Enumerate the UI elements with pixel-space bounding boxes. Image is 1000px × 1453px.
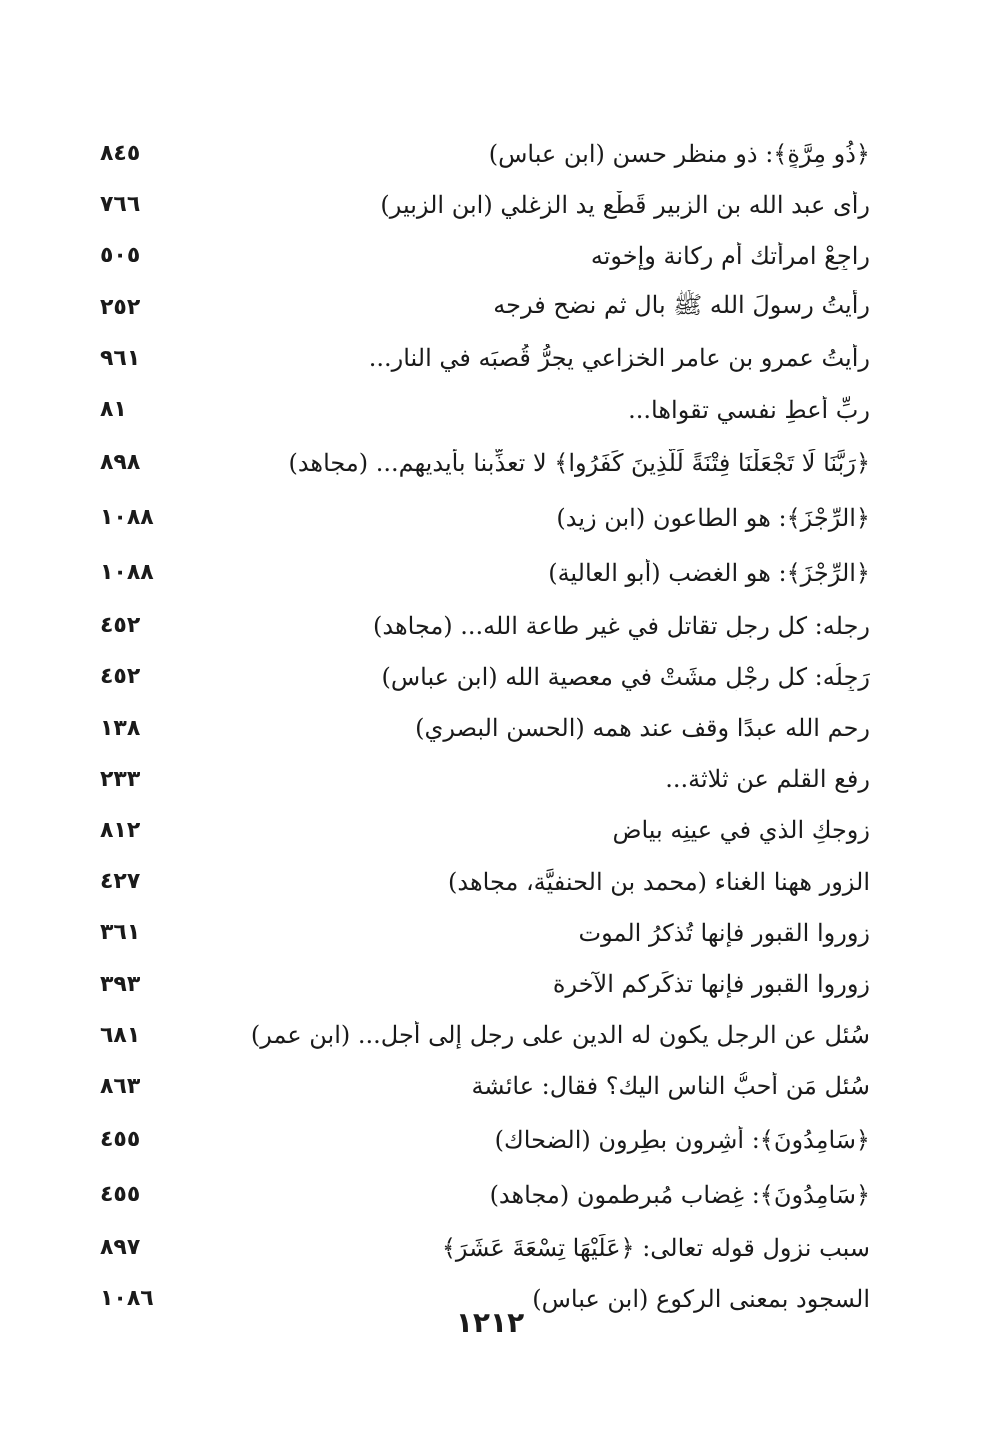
index-entry [100, 128, 870, 179]
entry-page-number: ٨٦٣ [100, 1073, 141, 1099]
entry-text: راجِعْ امرأتك أم ركانة وإخوته [590, 241, 870, 270]
index-entry [100, 703, 870, 754]
entry-text: سُئل عن الرجل يكون له الدين على رجل إلى أجل... (ابن عمر) [250, 1021, 870, 1050]
entry-text: الزور ههنا الغناء (محمد بن الحنفيَّة، مجاهد) [448, 867, 870, 896]
entry-text: ﴿رَبَّنَا لَا تَجْعَلْنَا فِتْنَةً لِّلَّذِينَ كَفَرُوا﴾ لا تعذِّبنا بأيديهم... (مجاهد) [288, 448, 870, 477]
index-entry [100, 1167, 870, 1222]
entry-page-number: ٩٦١ [100, 345, 141, 371]
entry-text: زوجكِ الذي في عينِه بياض [612, 816, 870, 845]
entry-page-number: ٤٥٥ [100, 1127, 141, 1152]
entry-page-number: ٨٩٨ [100, 450, 141, 476]
entry-text: رأيتُ رسولَ الله ﷺ بال ثم نضح فرجه [493, 290, 870, 319]
index-entry [100, 856, 870, 907]
entry-page-number: ٤٢٧ [100, 869, 141, 895]
index-entry [100, 333, 870, 384]
index-entry [100, 600, 870, 651]
entry-page-number: ٧٦٦ [100, 192, 141, 218]
entry-page-number: ٤٥٢ [100, 664, 141, 690]
index-entry [100, 805, 870, 856]
entry-page-number: ٤٥٢ [100, 613, 141, 639]
index-entry [100, 282, 870, 333]
entry-page-number: ٨١ [100, 397, 127, 423]
entry-page-number: ١٠٨٦ [100, 1286, 154, 1312]
index-entry [100, 1112, 870, 1167]
entry-text: رأيتُ عمرو بن عامر الخزاعي يجرُّ قُصبَه في النار... [368, 344, 870, 373]
index-entry [100, 907, 870, 958]
index-entry [100, 179, 870, 230]
index-entry [100, 1222, 870, 1273]
index-list [100, 128, 870, 1324]
entry-page-number: ١٠٨٨ [100, 505, 154, 531]
index-entry [100, 435, 870, 490]
entry-page-number: ٣٩٣ [100, 971, 141, 997]
entry-text: رفع القلم عن ثلاثة... [665, 765, 870, 794]
index-entry [100, 384, 870, 435]
entry-text: ربِّ أعطِ نفسي تقواها... [628, 395, 870, 424]
entry-text: ﴿الرِّجْزَ﴾: هو الغضب (أبو العالية) [548, 558, 870, 587]
entry-text: رأى عبد الله بن الزبير قَطْع يد الزغلي (ابن الزبير) [380, 190, 870, 219]
entry-text: السجود بمعنى الركوع (ابن عباس) [532, 1284, 870, 1313]
entry-text: سُئل مَن أحبُّ الناس اليك؟ فقال: عائشة [471, 1072, 870, 1101]
entry-text: ﴿سَامِدُونَ﴾: أشِرون بطِرون (الضحاك) [494, 1125, 870, 1154]
entry-text: رحم الله عبدًا وقف عند همه (الحسن البصري) [415, 714, 870, 743]
entry-page-number: ٤٥٥ [100, 1182, 141, 1207]
entry-text: سبب نزول قوله تعالى: ﴿عَلَيْهَا تِسْعَةَ عَشَرَ﴾ [441, 1233, 870, 1262]
index-entry [100, 958, 870, 1009]
page-number: ١٢١٢ [455, 1306, 525, 1339]
entry-page-number: ٣٦١ [100, 920, 141, 946]
entry-page-number: ١٠٨٨ [100, 560, 154, 586]
entry-page-number: ٢٣٣ [100, 766, 141, 792]
index-entry [100, 651, 870, 702]
index-entry [100, 1010, 870, 1061]
entry-page-number: ٨١٢ [100, 817, 141, 843]
entry-page-number: ٥٠٥ [100, 243, 141, 269]
entry-text: ﴿ذُو مِرَّةٍ﴾: ذو منظر حسن (ابن عباس) [488, 139, 870, 168]
entry-text: ﴿سَامِدُونَ﴾: غِضاب مُبرطمون (مجاهد) [489, 1180, 870, 1209]
entry-page-number: ٨٤٥ [100, 141, 141, 167]
entry-page-number: ٢٥٢ [100, 294, 141, 320]
index-entry [100, 490, 870, 545]
entry-text: زوروا القبور فإنها تُذكرُ الموت [578, 918, 870, 947]
index-entry [100, 545, 870, 600]
entry-page-number: ٨٩٧ [100, 1235, 141, 1261]
entry-text: زوروا القبور فإنها تذكِّركم الآخرة [552, 970, 870, 999]
entry-text: رجله: كل رجلٍ تقاتل في غير طاعة الله... (مجاهد) [373, 611, 870, 640]
index-entry [100, 754, 870, 805]
index-entry [100, 230, 870, 281]
index-entry [100, 1061, 870, 1112]
entry-page-number: ١٣٨ [100, 715, 141, 741]
entry-page-number: ٦٨١ [100, 1022, 141, 1048]
entry-text: ﴿الرِّجْزَ﴾: هو الطاعون (ابن زيد) [556, 503, 870, 532]
entry-text: رَجِلُه: كل رِجْلٍ مشَتْ في معصية الله (ابن عباس) [381, 662, 870, 691]
